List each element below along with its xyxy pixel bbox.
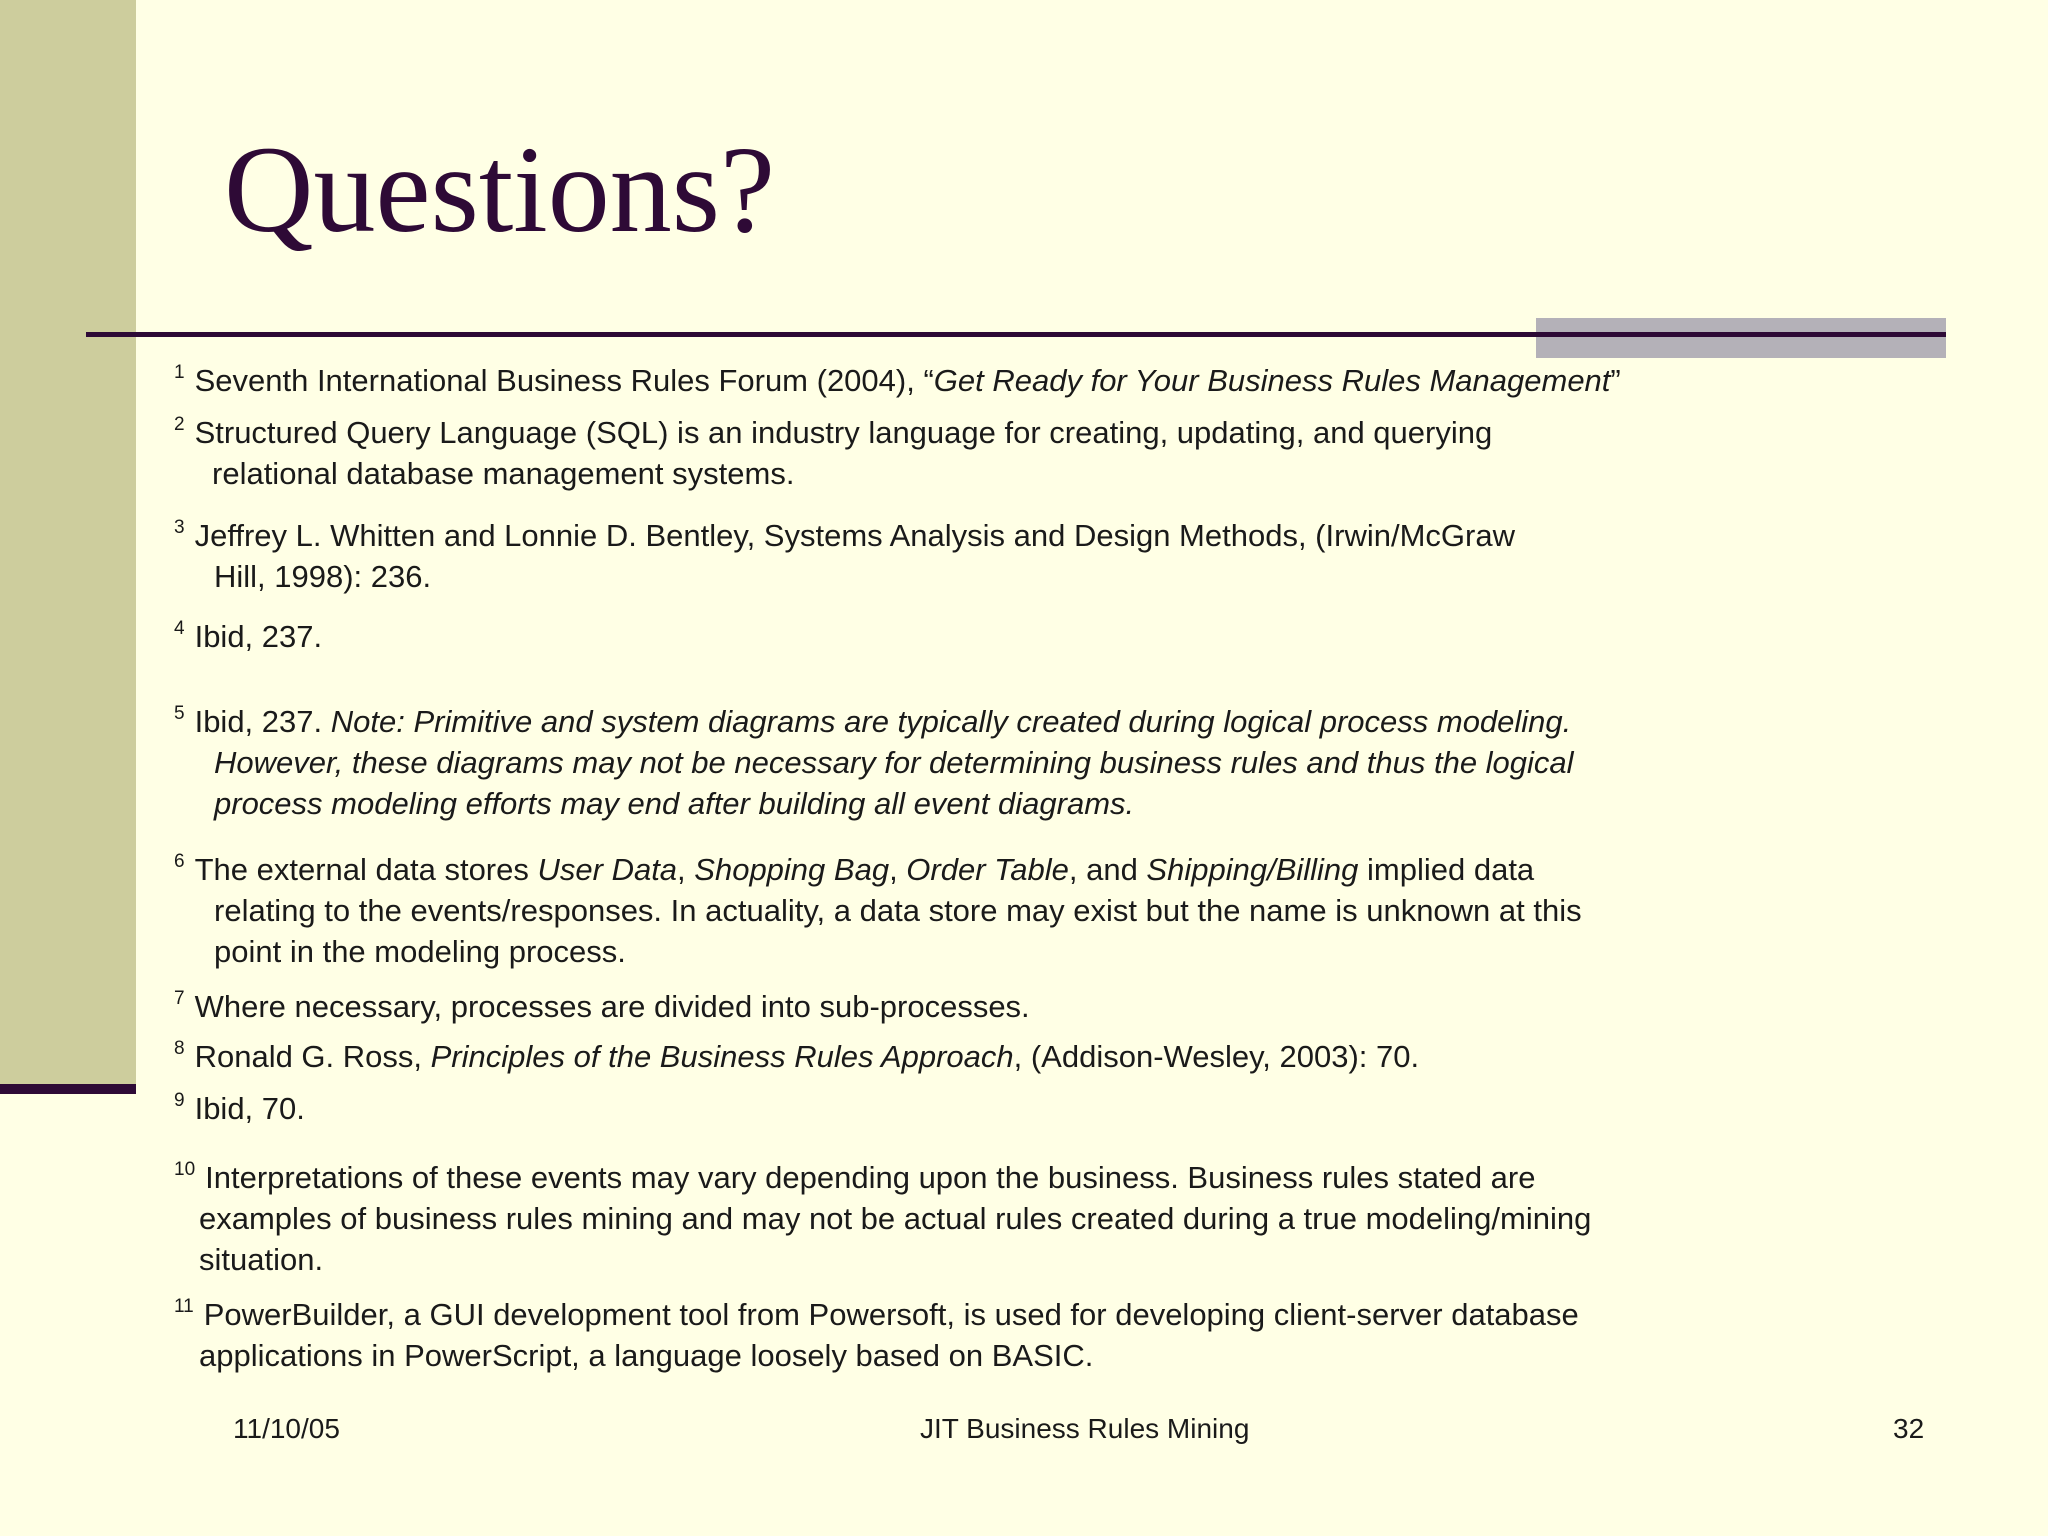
footnote-7 (174, 986, 1030, 1027)
footnote-text-continued: process modeling efforts may end after building all event diagrams. (214, 786, 1135, 821)
data-store-name: User Data (537, 852, 678, 887)
footnote-text: Interpretations of these events may vary depending upon the business. Business rules stated are (205, 1160, 1536, 1195)
footnote-number: 11 (174, 1296, 194, 1317)
footnote-text: , and (1068, 852, 1147, 887)
footnote-6 (174, 849, 1582, 972)
footnote-text-continued: situation. (199, 1242, 324, 1277)
footnote-text: Structured Query Language (SQL) is an industry language for creating, updating, and querying (194, 415, 1493, 450)
footnote-number: 1 (174, 362, 185, 383)
footer-title: JIT Business Rules Mining (920, 1413, 1250, 1444)
footnote-number: 7 (174, 988, 185, 1009)
footnote-text-continued: examples of business rules mining and may not be actual rules created during a true modeling/mining (199, 1201, 1592, 1236)
footnote-9 (174, 1088, 305, 1129)
footnote-note-italic: Note: Primitive and system diagrams are typically created during logical process modeling. (330, 704, 1572, 739)
footnote-text-continued: Hill, 1998): 236. (214, 559, 432, 594)
sidebar-band (0, 0, 136, 1084)
footnote-text: , (677, 852, 695, 887)
footnote-number: 2 (174, 414, 185, 435)
title-rule (86, 332, 1946, 337)
title-rule-accent (1536, 318, 1946, 358)
footnote-text: Ibid, 70. (194, 1091, 305, 1126)
footnote-text: , (Addison-Wesley, 2003): 70. (1013, 1039, 1420, 1074)
footer-page-number: 32 (1893, 1413, 1925, 1444)
footnote-text: Ronald G. Ross, (194, 1039, 431, 1074)
data-store-name: Shipping/Billing (1146, 852, 1359, 887)
footnote-4 (174, 616, 322, 657)
footnote-number: 4 (174, 618, 185, 639)
footnote-number: 9 (174, 1090, 185, 1111)
footnote-text: Ibid, 237. (194, 704, 331, 739)
footnote-text: implied data (1358, 852, 1535, 887)
footnote-text-continued: relational database management systems. (212, 456, 795, 491)
footnote-text: PowerBuilder, a GUI development tool from Powersoft, is used for developing client-server database (203, 1297, 1579, 1332)
footnote-2 (174, 412, 1492, 494)
footnote-number: 5 (174, 703, 185, 724)
footnote-text: The external data stores (194, 852, 538, 887)
footnote-text-continued: applications in PowerScript, a language loosely based on BASIC. (199, 1338, 1094, 1373)
footnote-number: 10 (174, 1159, 196, 1180)
data-store-name: Shopping Bag (694, 852, 890, 887)
footnote-number: 6 (174, 851, 185, 872)
footer-date: 11/10/05 (233, 1413, 340, 1444)
slide-title: Questions? (224, 121, 776, 258)
data-store-name: Order Table (906, 852, 1069, 887)
footnote-1 (174, 360, 1621, 401)
footnote-8 (174, 1036, 1419, 1077)
footnote-text-continued: However, these diagrams may not be necessary for determining business rules and thus the logical (214, 745, 1574, 780)
footnote-number: 8 (174, 1038, 185, 1059)
footnote-10 (174, 1157, 1591, 1280)
book-title-italic: Principles of the Business Rules Approach (430, 1039, 1014, 1074)
footnote-11 (174, 1294, 1579, 1376)
footnote-text: , (889, 852, 907, 887)
footnote-number: 3 (174, 517, 185, 538)
sidebar-underline (0, 1084, 136, 1094)
footnote-text: Ibid, 237. (194, 619, 323, 654)
footnote-text: ” (1610, 363, 1621, 398)
footnote-title-italic: Get Ready for Your Business Rules Management (933, 363, 1611, 398)
footnote-3 (174, 515, 1515, 597)
footnote-5 (174, 701, 1574, 824)
footnote-text: Jeffrey L. Whitten and Lonnie D. Bentley, Systems Analysis and Design Methods, (Irwin/McGraw (194, 518, 1515, 553)
footnote-text: Seventh International Business Rules Forum (2004), “ (194, 363, 934, 398)
footnote-text: Where necessary, processes are divided into sub-processes. (194, 989, 1030, 1024)
footnote-text-continued: relating to the events/responses. In actuality, a data store may exist but the name is unknown at this (214, 893, 1582, 928)
footnote-text-continued: point in the modeling process. (214, 934, 626, 969)
